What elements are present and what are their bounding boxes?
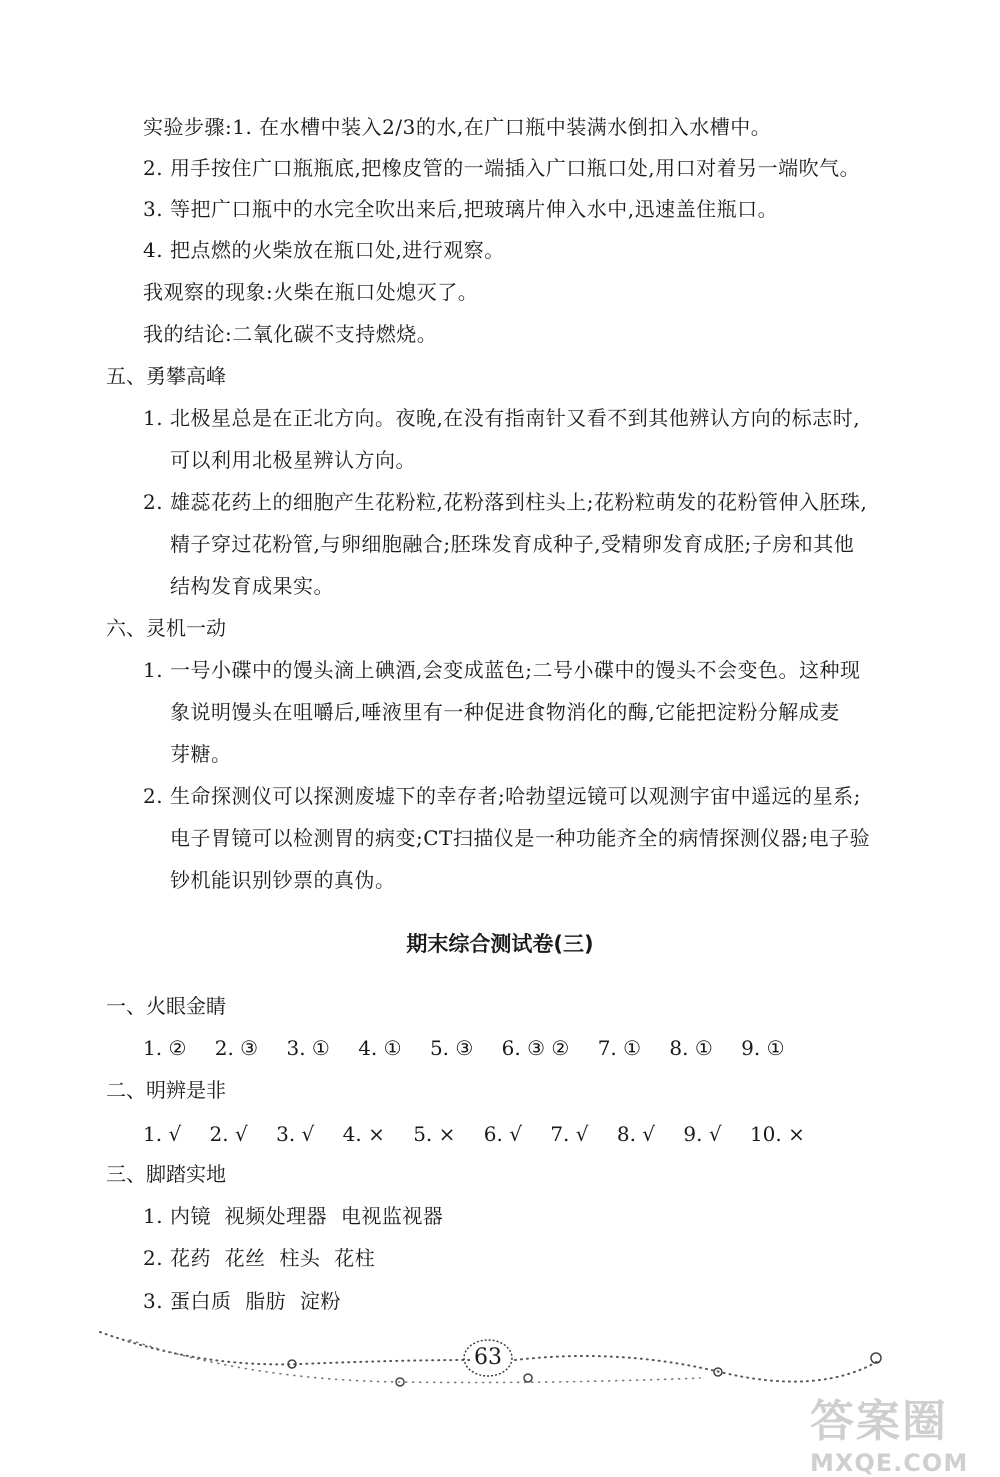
answer-item: 1. √ [143,1122,182,1146]
flower-ornament [524,1374,532,1382]
answer-item: 3. √ [276,1122,315,1146]
section5-line-5: 结构发育成果实。 [170,574,334,598]
dotted-curve-right [515,1356,880,1382]
answer-item: 9. ① [741,1036,785,1060]
answer-item: 2. √ [209,1122,248,1146]
experiment-steps-line-1: 实验步骤:1. 在水槽中装入2/3的水,在广口瓶中装满水倒扣入水槽中。 [143,115,772,139]
part3-line-2: 2. 花药 花丝 柱头 花柱 [143,1246,376,1270]
answer-item: 5. × [413,1122,456,1146]
section5-line-3: 2. 雄蕊花药上的细胞产生花粉粒,花粉落到柱头上;花粉粒萌发的花粉管伸入胚珠, [143,490,868,514]
answer-item: 1. ② [143,1036,187,1060]
section6-line-2: 象说明馒头在咀嚼后,唾液里有一种促进食物消化的酶,它能把淀粉分解成麦 [170,700,840,724]
answer-item: 4. ① [358,1036,402,1060]
section6-line-5: 电子胃镜可以检测胃的病变;CT扫描仪是一种功能齐全的病情探测仪器;电子验 [170,826,871,850]
answer-item: 7. ① [597,1036,642,1060]
dotted-curve-left [100,1332,470,1364]
watermark-logo-text: 答案圈 [810,1396,948,1447]
section5-line-2: 可以利用北极星辨认方向。 [170,448,416,472]
part2-heading: 二、明辨是非 [106,1078,226,1102]
answer-item: 2. ③ [214,1036,259,1060]
page-number: 63 [474,1345,502,1370]
part1-answers [143,1034,807,1062]
answer-item: 10. × [749,1122,805,1146]
answer-item: 7. √ [550,1122,589,1146]
exam-title: 期末综合测试卷(三) [406,932,594,956]
experiment-steps-line-4: 4. 把点燃的火柴放在瓶口处,进行观察。 [143,238,505,262]
section6-line-4: 2. 生命探测仪可以探测废墟下的幸存者;哈勃望远镜可以观测宇宙中遥远的星系; [143,784,861,808]
answer-item: 5. ③ [429,1036,474,1060]
answer-item: 6. ③ ② [501,1036,570,1060]
section5-line-1: 1. 北极星总是在正北方向。夜晚,在没有指南针又看不到其他辨认方向的标志时, [143,406,861,430]
section5-line-4: 精子穿过花粉管,与卵细胞融合;胚珠发育成种子,受精卵发育成胚;子房和其他 [170,532,855,556]
watermark-url: MXQE.COM [810,1449,969,1477]
part3-heading: 三、脚踏实地 [106,1162,226,1186]
part3-line-1: 1. 内镜 视频处理器 电视监视器 [143,1204,444,1228]
answer-item: 8. ① [669,1036,713,1060]
answer-item: 8. √ [616,1122,656,1146]
part3-line-3: 3. 蛋白质 脂肪 淀粉 [143,1289,341,1313]
answer-item: 9. √ [683,1122,722,1146]
part2-answers [143,1120,827,1148]
answer-item: 6. √ [483,1122,522,1146]
experiment-steps-line-2: 2. 用手按住广口瓶瓶底,把橡皮管的一端插入广口瓶口处,用口对着另一端吹气。 [143,156,861,180]
conclusion-line: 我的结论:二氧化碳不支持燃烧。 [143,322,438,346]
section6-heading: 六、灵机一动 [106,616,226,640]
observation-line: 我观察的现象:火柴在瓶口处熄灭了。 [143,280,479,304]
section5-heading: 五、勇攀高峰 [106,364,226,388]
part1-heading: 一、火眼金睛 [106,994,226,1018]
section6-line-3: 芽糖。 [170,742,232,766]
watermark [810,1385,985,1477]
answer-item: 3. ① [286,1036,330,1060]
experiment-steps-line-3: 3. 等把广口瓶中的水完全吹出来后,把玻璃片伸入水中,迅速盖住瓶口。 [143,197,779,221]
section6-line-1: 1. 一号小碟中的馒头滴上碘酒,会变成蓝色;二号小碟中的馒头不会变色。这种现 [143,658,861,682]
section6-line-6: 钞机能识别钞票的真伪。 [170,868,396,892]
answer-item: 4. × [342,1122,385,1146]
